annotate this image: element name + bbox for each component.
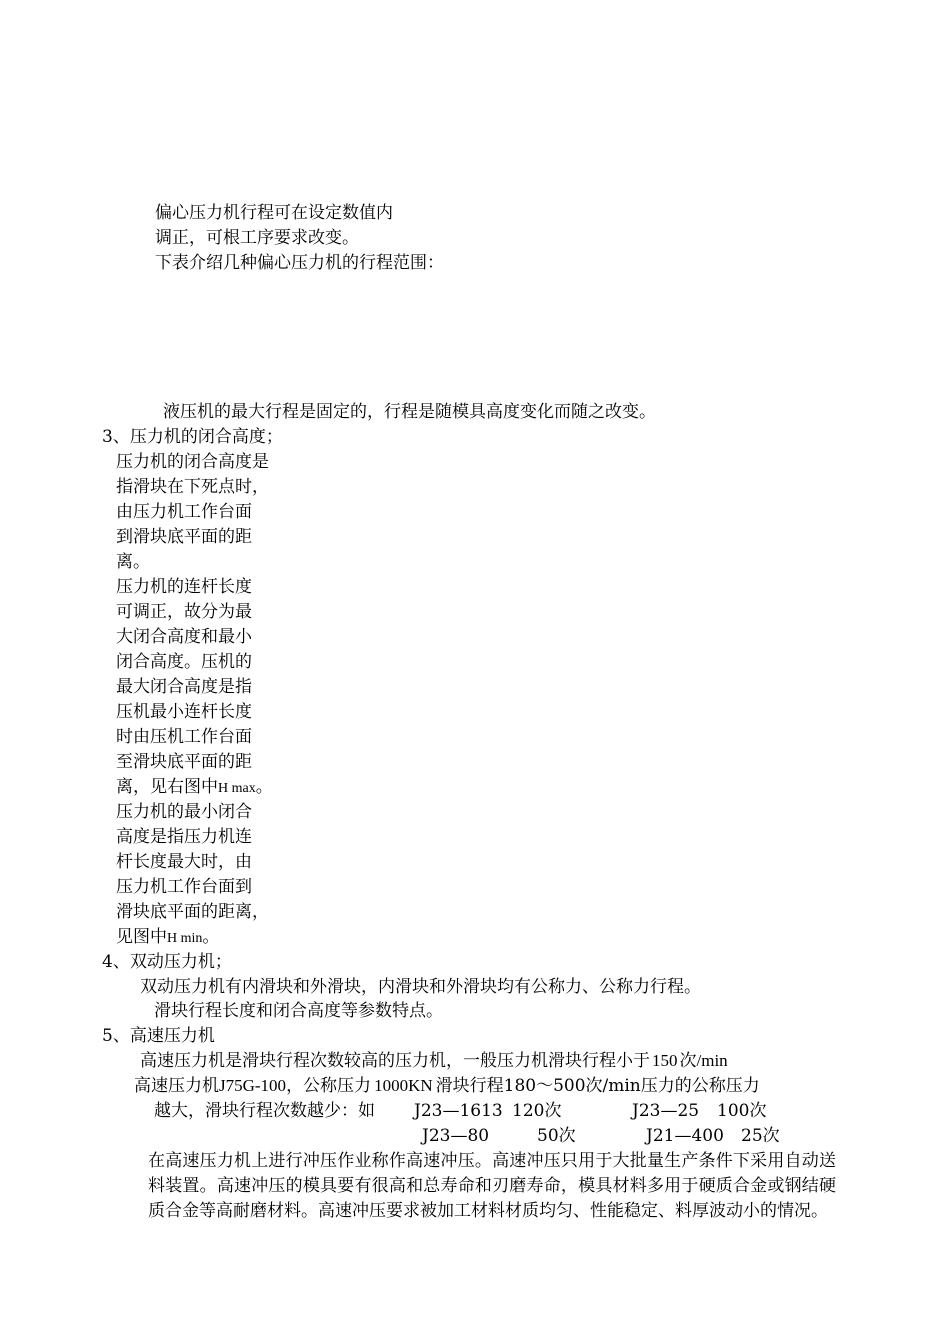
section-3-line: 压力机的连杆长度	[116, 577, 252, 597]
section-4-heading: 4、双动压力机；	[102, 952, 232, 972]
hmax-line	[116, 775, 273, 799]
line1-unit: 次/min	[679, 1051, 728, 1070]
line2-force: 1000KN	[374, 1076, 433, 1095]
section-3-line: 大闭合高度和最小	[116, 627, 252, 647]
eccentric-line-3: 下表介绍几种偏心压力机的行程范围：	[155, 253, 444, 273]
example-model-2: J23—25	[632, 1101, 700, 1121]
line1-prefix: 高速压力机是滑块行程次数较高的压力机，一般压力机滑块行程小于	[140, 1051, 650, 1071]
hmax-label: H max	[218, 781, 256, 796]
section-3-line: 压机最小连杆长度	[116, 702, 252, 722]
section-3-line: 到滑块底平面的距	[116, 527, 252, 547]
section-5-line-3: 越大，滑块行程次数越少：如	[154, 1101, 375, 1121]
hmin-line	[116, 925, 219, 949]
section-3-line: 杆长度最大时，由	[116, 852, 252, 872]
hmax-prefix: 离，见右图中	[116, 777, 218, 797]
eccentric-line-2: 调正，可根工序要求改变。	[155, 228, 359, 248]
example-value-2: 100次	[717, 1101, 767, 1121]
hmax-suffix: 。	[255, 777, 273, 797]
example-value-1: 120次	[512, 1101, 562, 1121]
section-3-line: 由压力机工作台面	[116, 502, 252, 522]
section-3-line: 闭合高度。压机的	[116, 652, 252, 672]
section-5-heading: 5、高速压力机	[102, 1026, 215, 1046]
section-5-line-1	[140, 1049, 728, 1073]
hmin-suffix: 。	[202, 927, 220, 947]
section-3-line: 滑块底平面的距离，	[116, 902, 269, 922]
eccentric-line-1: 偏心压力机行程可在设定数值内	[155, 203, 393, 223]
section-3-line: 离。	[116, 552, 150, 572]
section-3-line: 时由压机工作台面	[116, 727, 252, 747]
section-4-line-2: 滑块行程长度和闭合高度等参数特点。	[154, 1001, 443, 1021]
example-value-3: 50次	[537, 1126, 576, 1146]
line2-suffix: 滑块行程180～500次/min压力的公称压力	[435, 1076, 760, 1096]
example-model-1: J23—1613	[414, 1101, 503, 1121]
section-5-paragraph: 在高速压力机上进行冲压作业称作高速冲压。高速冲压只用于大批量生产条件下采用自动送料装置。高速冲压的模具要有很高和总寿命和刃磨寿命，模具材料多用于硬质合金或钢结硬质合金等高耐磨材料。高速冲压要求被加工材料材质均匀、性能稳定、料厚波动小的情况。	[148, 1151, 836, 1221]
hydraulic-line: 液压机的最大行程是固定的，行程是随模具高度变化而随之改变。	[163, 402, 656, 422]
line1-value: 150	[652, 1051, 678, 1070]
section-3-line: 至滑块底平面的距	[116, 752, 252, 772]
section-3-line: 高度是指压力机连	[116, 827, 252, 847]
hmin-label: H min	[167, 931, 203, 946]
example-value-4: 25次	[741, 1126, 780, 1146]
line2-prefix: 高速压力机	[134, 1076, 219, 1096]
section-3-line: 指滑块在下死点时，	[116, 477, 269, 497]
section-3-line: 压力机的最小闭合	[116, 802, 252, 822]
hmin-prefix: 见图中	[116, 927, 167, 947]
section-3-heading: 3、压力机的闭合高度；	[102, 427, 283, 447]
line2-mid: ，公称压力	[286, 1076, 372, 1096]
section-4-line-1: 双动压力机有内滑块和外滑块，内滑块和外滑块均有公称力、公称力行程。	[140, 977, 701, 997]
example-model-3: J23—80	[422, 1126, 490, 1146]
section-3-line: 压力机的闭合高度是	[116, 452, 269, 472]
section-5-line-2	[134, 1074, 760, 1098]
section-3-line: 可调正，故分为最	[116, 602, 252, 622]
section-3-line: 压力机工作台面到	[116, 877, 252, 897]
example-model-4: J21—400	[646, 1126, 724, 1146]
section-3-line: 最大闭合高度是指	[116, 677, 252, 697]
line2-model: J75G-100	[219, 1076, 287, 1095]
